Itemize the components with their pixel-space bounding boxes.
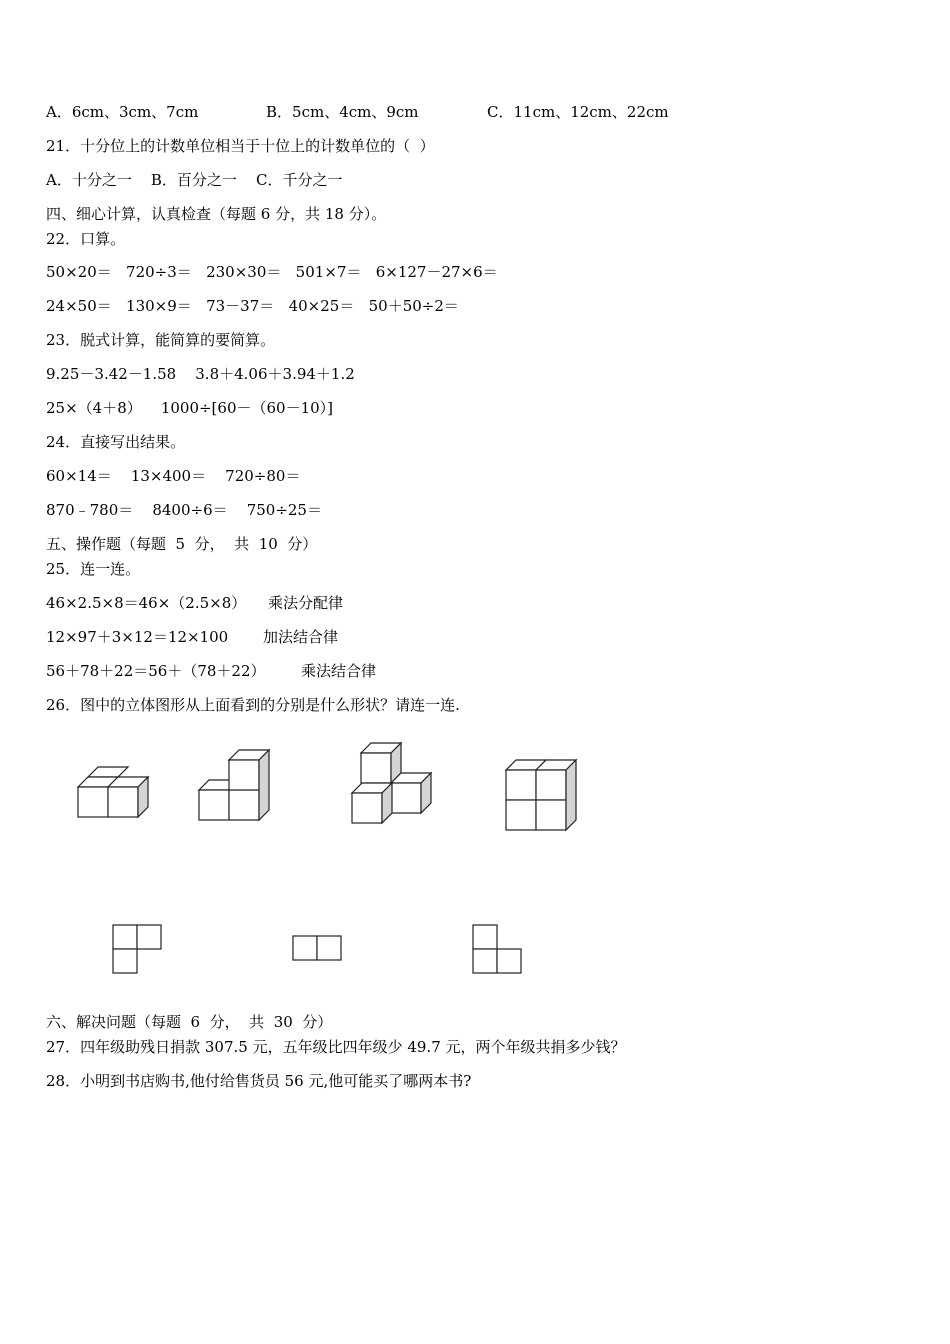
q27-text: 27．四年级助残日捐款 307.5 元，五年级比四年级少 49.7 元，两个年级共捐多少钱？: [46, 1038, 626, 1056]
q25-left-1: 46×2.5×8＝46×（2.5×8）: [46, 594, 247, 612]
q22-row-1: 50×20＝ 720÷3＝ 230×30＝ 501×7＝ 6×127－27×6＝: [46, 263, 498, 281]
q20-option-b: B．5cm、4cm、9cm: [266, 103, 419, 121]
q21-options: A．十分之一 B．百分之一 C．千分之一: [46, 171, 343, 189]
section5-title: 五、操作题（每题 5 分， 共 10 分）: [46, 535, 318, 553]
top-view-l-shape: [112, 924, 164, 976]
q24-row-2: 870﹣780＝ 8400÷6＝ 750÷25＝: [46, 501, 322, 519]
q25-right-1: 乘法分配律: [268, 594, 344, 612]
q24-stem: 24．直接写出结果。: [46, 433, 186, 451]
section4-title: 四、细心计算，认真检查（每题 6 分，共 18 分）。: [46, 205, 387, 223]
q23-row-1: 9.25－3.42－1.58 3.8＋4.06＋3.94＋1.2: [46, 365, 355, 383]
q25-stem: 25．连一连。: [46, 560, 141, 578]
q23-stem: 23．脱式计算，能简算的要简算。: [46, 331, 276, 349]
q22-row-2: 24×50＝ 130×9＝ 73－37＝ 40×25＝ 50＋50÷2＝: [46, 297, 459, 315]
solid-figure-3: [343, 738, 443, 833]
q22-stem: 22．口算。: [46, 230, 126, 248]
section6-title: 六、解决问题（每题 6 分， 共 30 分）: [46, 1013, 333, 1031]
solid-figure-2: [190, 745, 280, 830]
q21-stem: 21．十分位上的计数单位相当于十位上的计数单位的（ ）: [46, 137, 435, 155]
solid-figure-1: [70, 760, 160, 830]
q25-right-2: 加法结合律: [263, 628, 339, 646]
q24-row-1: 60×14＝ 13×400＝ 720÷80＝: [46, 467, 301, 485]
q26-stem: 26．图中的立体图形从上面看到的分别是什么形状？请连一连.: [46, 696, 460, 714]
solid-figure-4: [498, 752, 588, 837]
top-view-two-squares: [292, 935, 344, 963]
q25-left-3: 56＋78＋22＝56＋（78＋22）: [46, 662, 266, 680]
top-view-step-shape: [472, 924, 524, 976]
q20-option-c: C．11cm、12cm、22cm: [487, 103, 669, 121]
q20-option-a: A．6cm、3cm、7cm: [46, 103, 199, 121]
q23-row-2: 25×（4＋8） 1000÷[60－（60－10）]: [46, 399, 334, 417]
q28-text: 28．小明到书店购书,他付给售货员 56 元,他可能买了哪两本书?: [46, 1072, 472, 1090]
q25-right-3: 乘法结合律: [301, 662, 377, 680]
q25-left-2: 12×97＋3×12＝12×100: [46, 628, 229, 646]
